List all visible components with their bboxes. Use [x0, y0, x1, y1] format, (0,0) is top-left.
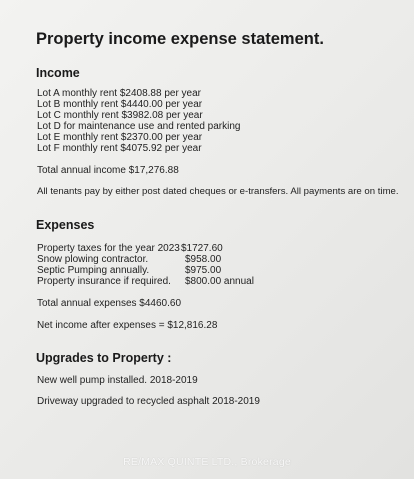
expense-amount: $1727.60: [181, 243, 223, 254]
income-lot-e: Lot E monthly rent $2370.00 per year: [37, 132, 203, 143]
upgrade-item: Driveway upgraded to recycled asphalt 2018-2019: [37, 396, 260, 407]
expense-amount: $958.00: [185, 254, 222, 265]
income-heading: Income: [36, 66, 80, 80]
expense-label: Property insurance if required.: [37, 276, 171, 287]
income-lot-d: Lot D for maintenance use and rented parking: [37, 121, 241, 132]
brokerage-watermark: RE/MAX QUINTE LTD., Brokerage: [123, 456, 291, 468]
upgrade-item: New well pump installed. 2018-2019: [37, 375, 198, 386]
expense-label: Septic Pumping annually.: [37, 265, 150, 276]
expense-amount: $800.00 annual: [185, 276, 254, 287]
total-annual-expenses: Total annual expenses $4460.60: [37, 298, 182, 309]
income-lot-b: Lot B monthly rent $4440.00 per year: [37, 99, 203, 110]
net-income: Net income after expenses = $12,816.28: [37, 320, 218, 331]
income-lot-c: Lot C monthly rent $3982.08 per year: [37, 110, 203, 121]
income-lot-a: Lot A monthly rent $2408.88 per year: [37, 88, 201, 99]
expense-label: Snow plowing contractor.: [37, 254, 149, 265]
total-annual-income: Total annual income $17,276.88: [37, 165, 179, 176]
upgrades-heading: Upgrades to Property :: [36, 351, 172, 365]
expenses-heading: Expenses: [36, 218, 95, 232]
expense-amount: $975.00: [185, 265, 222, 276]
expense-label: Property taxes for the year 2023: [37, 243, 180, 254]
page-title: Property income expense statement.: [36, 30, 324, 48]
payment-note: All tenants pay by either post dated cheques or e-transfers. All payments are on time.: [37, 186, 399, 197]
income-lot-f: Lot F monthly rent $4075.92 per year: [37, 143, 202, 154]
